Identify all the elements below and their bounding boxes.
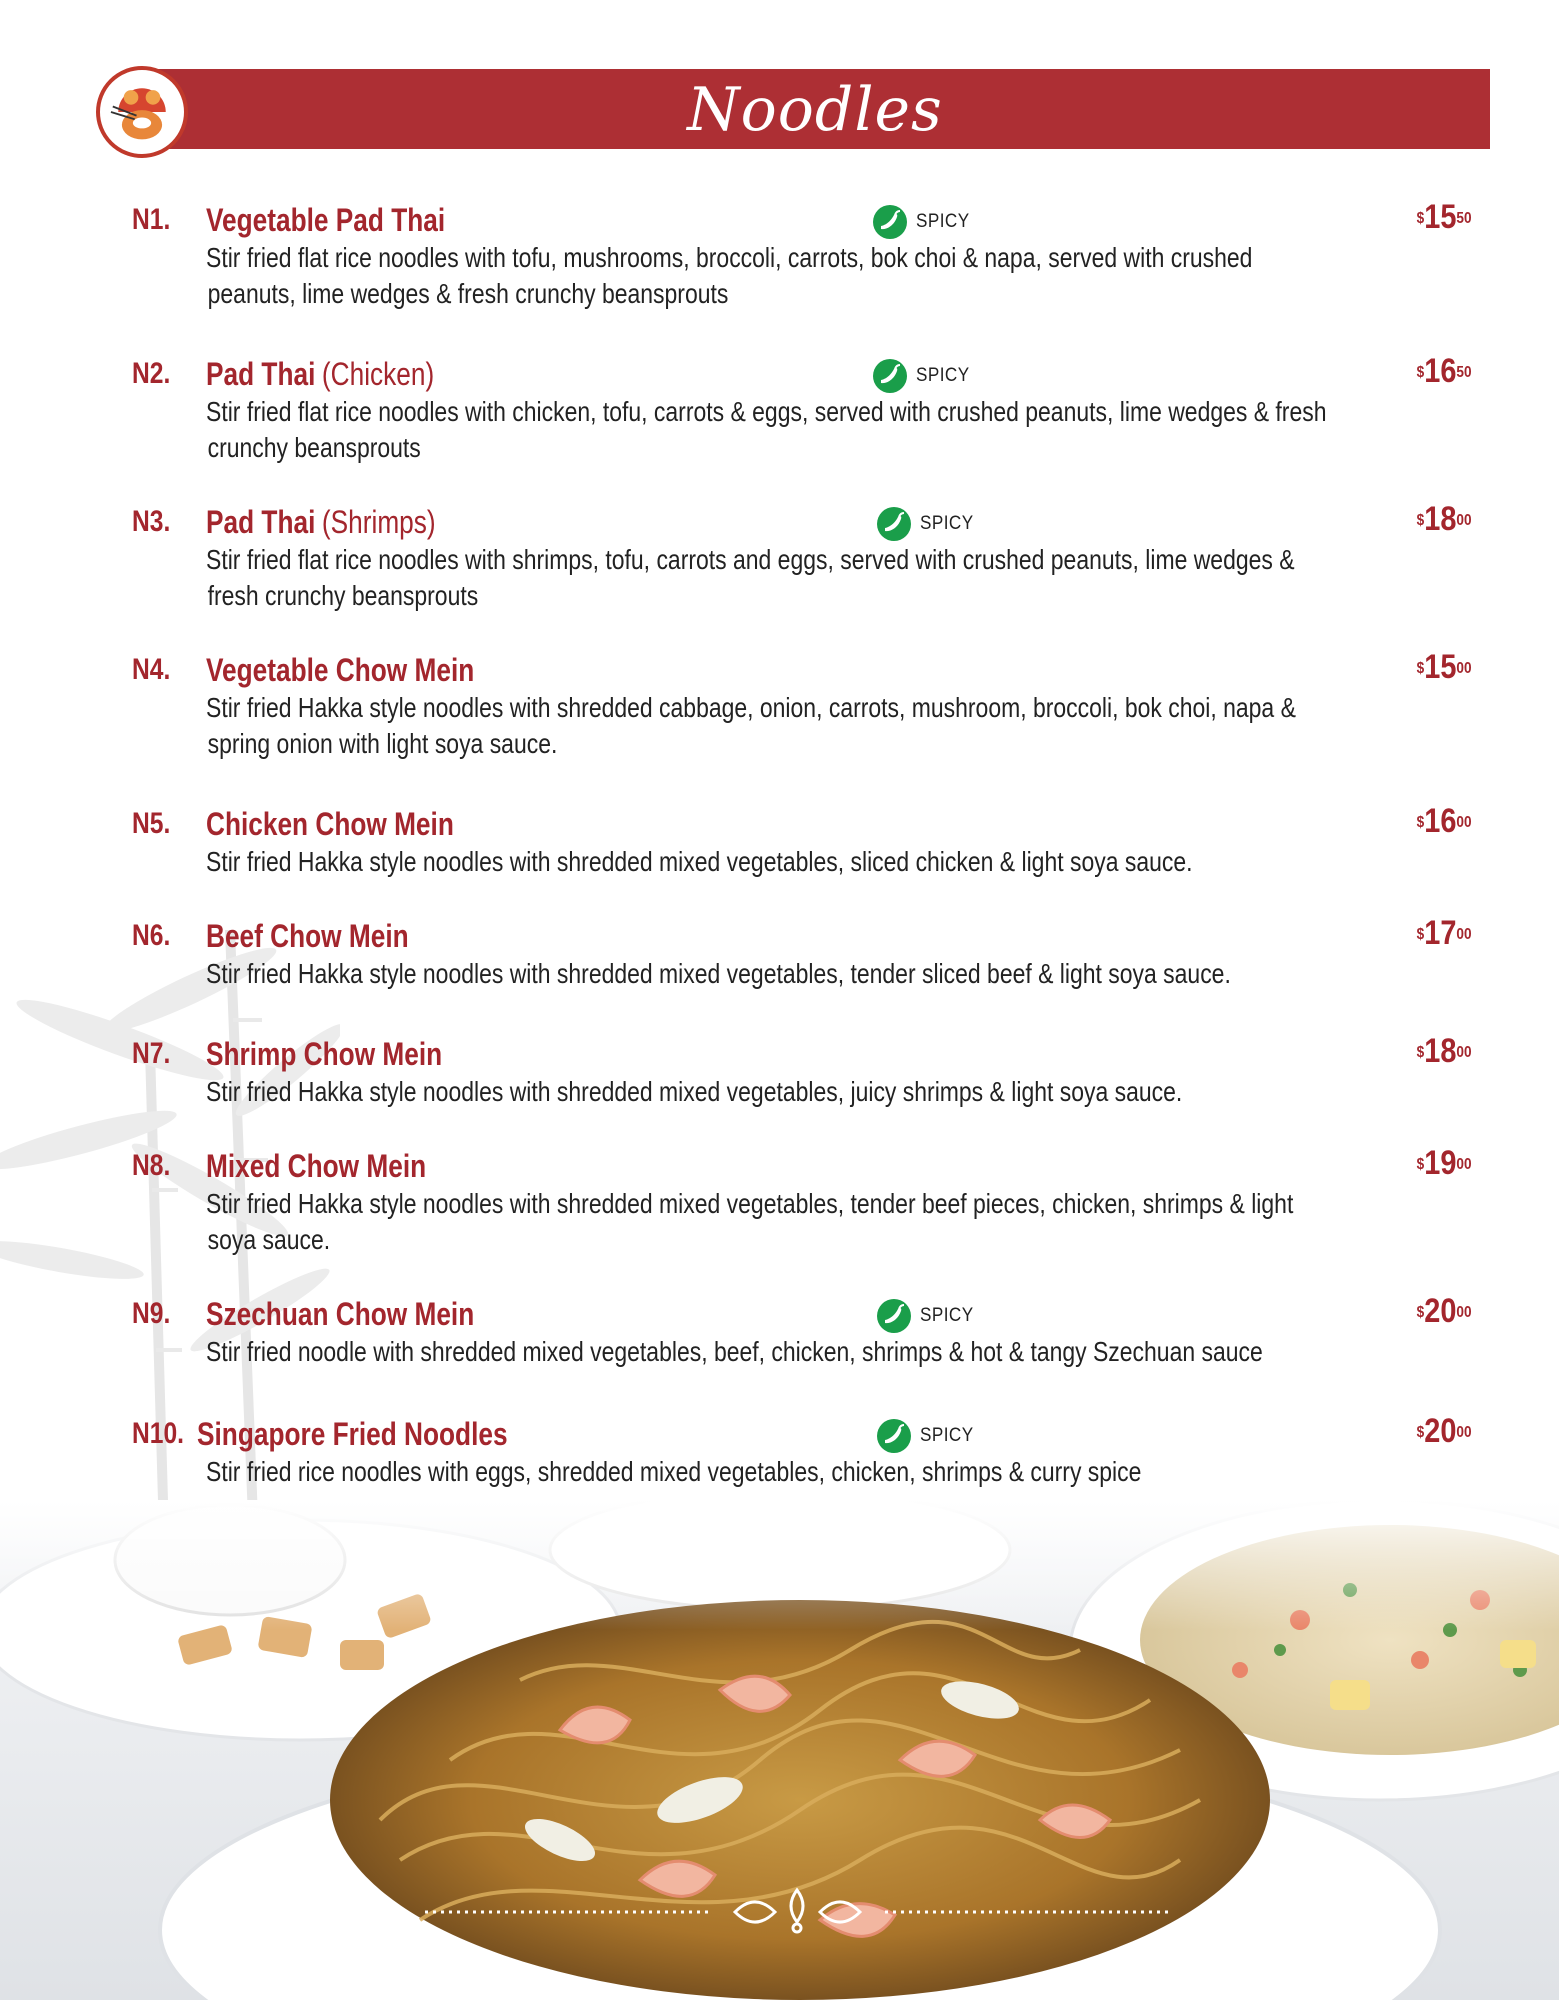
currency-symbol: $ — [1417, 926, 1425, 943]
currency-symbol: $ — [1417, 660, 1425, 677]
item-name — [206, 200, 445, 240]
price-cents: 50 — [1456, 210, 1472, 227]
item-code: N6. — [132, 919, 171, 952]
item-name-text: Pad Thai — [206, 356, 316, 392]
price-dollars: 15 — [1424, 648, 1457, 686]
item-name — [206, 1294, 474, 1334]
menu-item-header — [132, 916, 1472, 956]
menu-item — [132, 354, 1472, 466]
price-cents: 00 — [1456, 1424, 1472, 1441]
price-cents: 00 — [1456, 1304, 1472, 1321]
header-banner — [140, 69, 1490, 149]
currency-symbol: $ — [1417, 1304, 1425, 1321]
item-code: N2. — [132, 357, 171, 390]
item-code: N10. — [132, 1417, 184, 1450]
spicy-tag — [876, 1298, 980, 1334]
menu-item — [132, 1414, 1472, 1490]
chili-pepper-icon — [876, 506, 912, 542]
description-line: Stir fried noodle with shredded mixed vegetables, beef, chicken, shrimps & hot & tangy Szechuan sauce — [206, 1336, 1263, 1367]
footer-ornament — [425, 1880, 1170, 1940]
menu-item — [132, 502, 1472, 614]
item-name-text: Szechuan Chow Mein — [206, 1296, 475, 1332]
price-cents: 00 — [1456, 660, 1472, 677]
price-dollars: 18 — [1424, 500, 1457, 538]
item-description — [206, 1074, 1452, 1110]
spicy-label: SPICY — [920, 1305, 974, 1326]
description-line: fresh crunchy beansprouts — [207, 580, 479, 611]
chili-pepper-icon — [872, 204, 908, 240]
description-line: soya sauce. — [207, 1224, 331, 1255]
description-line: Stir fried Hakka style noodles with shredded mixed vegetables, sliced chicken & light soya sauce. — [206, 846, 1193, 877]
menu-item — [132, 1034, 1472, 1110]
menu-item-header — [132, 650, 1472, 690]
description-line: Stir fried Hakka style noodles with shredded cabbage, onion, carrots, mushroom, broccoli, bok choi, napa & — [206, 692, 1296, 723]
item-description — [206, 1186, 1452, 1258]
description-line: Stir fried Hakka style noodles with shredded mixed vegetables, tender beef pieces, chicken, shrimps & light — [206, 1188, 1294, 1219]
item-name-text: Mixed Chow Mein — [206, 1148, 427, 1184]
item-price — [1417, 1140, 1472, 1186]
description-line: Stir fried rice noodles with eggs, shredded mixed vegetables, chicken, shrimps & curry spice — [206, 1456, 1142, 1487]
price-dollars: 20 — [1424, 1292, 1457, 1330]
menu-item-header — [132, 354, 1472, 394]
price-dollars: 20 — [1424, 1412, 1457, 1450]
menu-item — [132, 804, 1472, 880]
menu-item-header — [132, 200, 1472, 240]
price-cents: 00 — [1456, 1156, 1472, 1173]
item-price — [1417, 798, 1472, 844]
item-description — [206, 956, 1452, 992]
item-code: N9. — [132, 1297, 171, 1330]
price-dollars: 18 — [1424, 1032, 1457, 1070]
spicy-label: SPICY — [920, 1425, 974, 1446]
menu-item — [132, 1146, 1472, 1258]
price-cents: 00 — [1456, 1044, 1472, 1061]
spicy-tag — [876, 1418, 980, 1454]
item-description — [206, 1454, 1452, 1490]
item-price — [1417, 644, 1472, 690]
price-cents: 00 — [1456, 926, 1472, 943]
description-line: Stir fried flat rice noodles with shrimps, tofu, carrots and eggs, served with crushed peanuts, lime wedges & — [206, 544, 1295, 575]
price-cents: 00 — [1456, 814, 1472, 831]
item-name — [206, 650, 474, 690]
item-description — [206, 844, 1452, 880]
item-description — [206, 1334, 1452, 1370]
spicy-label: SPICY — [916, 211, 970, 232]
item-name — [206, 1034, 442, 1074]
description-line: crunchy beansprouts — [207, 432, 421, 463]
menu-item — [132, 1294, 1472, 1370]
item-name — [206, 804, 454, 844]
item-code: N8. — [132, 1149, 171, 1182]
item-name-text: Vegetable Chow Mein — [206, 652, 475, 688]
chili-pepper-icon — [876, 1418, 912, 1454]
description-line: peanuts, lime wedges & fresh crunchy beansprouts — [207, 278, 729, 309]
price-dollars: 19 — [1424, 1144, 1457, 1182]
photo-fade — [0, 1500, 1559, 1630]
price-cents: 50 — [1456, 364, 1472, 381]
menu-item-header — [132, 502, 1472, 542]
item-price — [1417, 1408, 1472, 1454]
item-variant: (Shrimps) — [321, 504, 436, 540]
currency-symbol: $ — [1417, 1044, 1425, 1061]
spicy-tag — [872, 204, 976, 240]
item-price — [1417, 194, 1472, 240]
menu-item-header — [132, 1414, 1472, 1454]
item-price — [1417, 1028, 1472, 1074]
item-price — [1417, 496, 1472, 542]
item-code: N5. — [132, 807, 171, 840]
price-cents: 00 — [1456, 512, 1472, 529]
menu-item — [132, 916, 1472, 992]
item-name-text: Beef Chow Mein — [206, 918, 409, 954]
currency-symbol: $ — [1417, 512, 1425, 529]
item-price — [1417, 1288, 1472, 1334]
spicy-tag — [876, 506, 980, 542]
description-line: Stir fried Hakka style noodles with shredded mixed vegetables, juicy shrimps & light soya sauce. — [206, 1076, 1183, 1107]
item-name-text: Vegetable Pad Thai — [206, 202, 446, 238]
currency-symbol: $ — [1417, 1156, 1425, 1173]
price-dollars: 16 — [1424, 802, 1457, 840]
item-name-text: Shrimp Chow Mein — [206, 1036, 443, 1072]
item-description — [206, 394, 1452, 466]
item-name — [206, 354, 434, 394]
item-variant: (Chicken) — [321, 356, 435, 392]
menu-item-header — [132, 1146, 1472, 1186]
item-code: N3. — [132, 505, 171, 538]
item-code: N1. — [132, 203, 171, 236]
description-line: Stir fried Hakka style noodles with shredded mixed vegetables, tender sliced beef & light soya sauce. — [206, 958, 1231, 989]
menu-item-header — [132, 1034, 1472, 1074]
spicy-label: SPICY — [920, 513, 974, 534]
item-description — [206, 690, 1452, 762]
item-code: N4. — [132, 653, 171, 686]
price-dollars: 15 — [1424, 198, 1457, 236]
spicy-tag — [872, 358, 976, 394]
currency-symbol: $ — [1417, 814, 1425, 831]
menu-item — [132, 200, 1472, 312]
description-line: spring onion with light soya sauce. — [207, 728, 558, 759]
item-name-text: Singapore Fried Noodles — [197, 1416, 508, 1452]
currency-symbol: $ — [1417, 1424, 1425, 1441]
item-description — [206, 240, 1452, 312]
spicy-label: SPICY — [916, 365, 970, 386]
currency-symbol: $ — [1417, 364, 1425, 381]
item-price — [1417, 910, 1472, 956]
item-code: N7. — [132, 1037, 171, 1070]
description-line: Stir fried flat rice noodles with chicken, tofu, carrots & eggs, served with crushed peanuts, lime wedges & fresh — [206, 396, 1327, 427]
page-title: Noodles — [687, 75, 943, 145]
description-line: Stir fried flat rice noodles with tofu, mushrooms, broccoli, carrots, bok choi & napa, served with crushed — [206, 242, 1253, 273]
item-description — [206, 542, 1452, 614]
item-name — [197, 1414, 508, 1454]
currency-symbol: $ — [1417, 210, 1425, 227]
menu-item-header — [132, 1294, 1472, 1334]
price-dollars: 16 — [1424, 352, 1457, 390]
chili-pepper-icon — [872, 358, 908, 394]
menu-item — [132, 650, 1472, 762]
menu-item-header — [132, 804, 1472, 844]
item-name-text: Pad Thai — [206, 504, 316, 540]
item-name-text: Chicken Chow Mein — [206, 806, 454, 842]
price-dollars: 17 — [1424, 914, 1457, 952]
chili-pepper-icon — [876, 1298, 912, 1334]
item-price — [1417, 348, 1472, 394]
restaurant-logo — [96, 66, 188, 158]
item-name — [206, 1146, 426, 1186]
item-name — [206, 502, 436, 542]
item-name — [206, 916, 409, 956]
